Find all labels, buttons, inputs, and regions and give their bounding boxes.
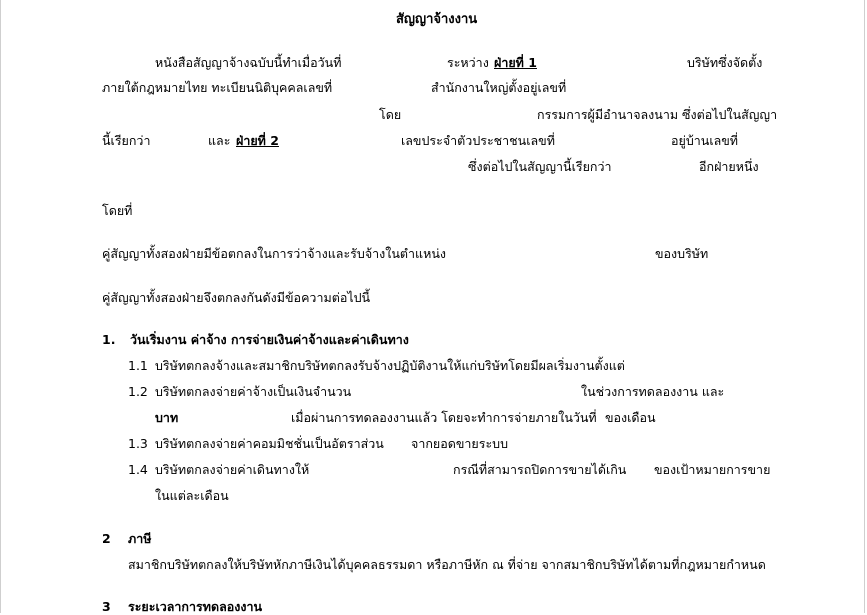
item-1-2-text: บริษัทตกลงจ่ายค่าจ้างเป็นเงินจำนวน [155, 384, 352, 399]
intro-line3-by: โดย [379, 107, 402, 122]
item-1-2-number: 1.2 [128, 384, 148, 399]
party1-label: ฝ่ายที่ 1 [494, 55, 537, 70]
intro-line4-and: และ [208, 133, 231, 148]
intro-line1-company: บริษัทซึ่งจัดตั้ง [687, 55, 763, 70]
intro-line3-director: กรรมการผู้มีอำนาจลงนาม ซึ่งต่อไปในสัญญา [537, 107, 778, 122]
section3-heading: ระยะเวลาการทดลองงาน [128, 599, 263, 614]
para1-company: ของบริษัท [655, 246, 709, 261]
section2-number: 2 [102, 531, 111, 546]
para2-agreement: คู่สัญญาทั้งสองฝ่ายจึงตกลงกันดังมีข้อความต่อไปนี้ [102, 290, 371, 305]
intro-line2-registration: ภายใต้กฎหมายไทย ทะเบียนนิติบุคคลเลขที่ [102, 80, 333, 95]
item-1-2-baht: บาท [155, 410, 179, 425]
intro-line1-between: ระหว่าง [447, 55, 489, 70]
item-1-2-payday: เมื่อผ่านการทดลองงานแล้ว โดยจะทำการจ่ายภายในวันที่ [291, 410, 597, 425]
item-1-1-text: บริษัทตกลงจ้างและสมาชิกบริษัทตกลงรับจ้างปฏิบัติงานให้แก่บริษัทโดยมีผลเริ่มงานตั้งแต่ [155, 358, 625, 373]
intro-line2-headoffice: สำนักงานใหญ่ตั้งอยู่เลขที่ [431, 80, 567, 95]
section2-heading: ภาษี [128, 531, 152, 546]
para1-position: คู่สัญญาทั้งสองฝ่ายมีข้อตกลงในการว่าจ้างและรับจ้างในตำแหน่ง [102, 246, 446, 261]
item-1-3-text: บริษัทตกลงจ่ายค่าคอมมิชชั่นเป็นอัตราส่วน [155, 436, 384, 451]
intro-line4-idcard: เลขประจำตัวประชาชนเลขที่ [401, 133, 555, 148]
item-1-2-month: ของเดือน [605, 410, 656, 425]
intro-line4-called: นี้เรียกว่า [102, 133, 151, 148]
item-1-4-number: 1.4 [128, 462, 148, 477]
party2-label: ฝ่ายที่ 2 [236, 133, 279, 148]
item-1-3-number: 1.3 [128, 436, 148, 451]
section3-number: 3 [102, 599, 111, 614]
section1-heading: วันเริ่มงาน ค่าจ้าง การจ่ายเงินค่าจ้างและค่าเดินทาง [130, 332, 409, 347]
item-1-3-sales: จากยอดขายระบบ [411, 436, 509, 451]
intro-line4-address: อยู่บ้านเลขที่ [671, 133, 739, 148]
section1-number: 1. [102, 332, 116, 347]
item-1-4-target: ของเป้าหมายการขาย [654, 462, 771, 477]
item-1-4-condition: กรณีที่สามารถปิดการขายได้เกิน [453, 462, 627, 477]
item-1-4-text: บริษัทตกลงจ่ายค่าเดินทางให้ [155, 462, 310, 477]
item-1-2-probation: ในช่วงการทดลองงาน และ [581, 384, 725, 399]
intro-line5-otherparty: อีกฝ่ายหนึ่ง [699, 159, 759, 174]
section2-text: สมาชิกบริษัทตกลงให้บริษัทหักภาษีเงินได้บุคคลธรรมดา หรือภาษีหัก ณ ที่จ่าย จากสมาชิกบริษัทได้ตามที่กฎหมายกำหนด [128, 557, 766, 572]
intro-line5-called: ซึ่งต่อไปในสัญญานี้เรียกว่า [468, 159, 612, 174]
item-1-4-monthly: ในแต่ละเดือน [155, 488, 229, 503]
intro-line1-text: หนังสือสัญญาจ้างฉบับนี้ทำเมื่อวันที่ [155, 55, 342, 70]
item-1-1-number: 1.1 [128, 358, 148, 373]
whereas-text: โดยที่ [102, 203, 133, 218]
document-title: สัญญาจ้างงาน [396, 12, 478, 27]
